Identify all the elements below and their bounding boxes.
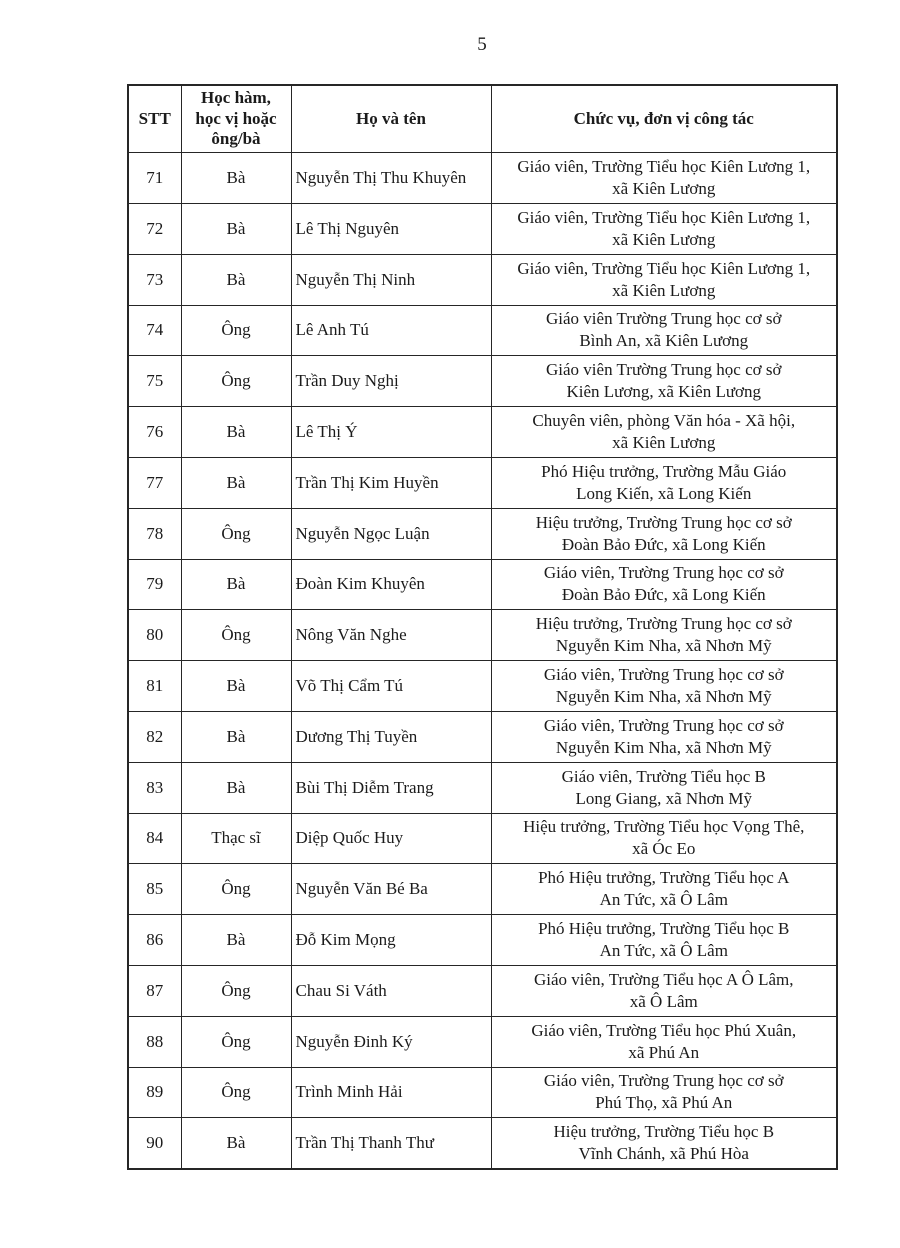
row-stt-cell: 84 (128, 813, 181, 864)
table-row (128, 915, 837, 966)
row-stt-cell: 76 (128, 407, 181, 458)
table-row (128, 965, 837, 1016)
row-stt-cell: 85 (128, 864, 181, 915)
row-title-cell: Bà (181, 407, 291, 458)
table-row (128, 559, 837, 610)
table-row (128, 407, 837, 458)
row-title-cell: Bà (181, 915, 291, 966)
row-stt-cell: 80 (128, 610, 181, 661)
row-position-cell: Giáo viên, Trường Trung học cơ sở Đoàn Bảo Đức, xã Long Kiến (491, 559, 837, 610)
row-title-cell: Ông (181, 356, 291, 407)
row-position-cell: Hiệu trưởng, Trường Tiểu học B Vĩnh Chánh, xã Phú Hòa (491, 1118, 837, 1169)
row-position-cell: Phó Hiệu trưởng, Trường Mẫu Giáo Long Kiến, xã Long Kiến (491, 457, 837, 508)
row-stt-cell: 87 (128, 965, 181, 1016)
row-position-cell: Hiệu trưởng, Trường Trung học cơ sở Nguyễn Kim Nha, xã Nhơn Mỹ (491, 610, 837, 661)
row-stt-cell: 71 (128, 153, 181, 204)
table-row (128, 610, 837, 661)
row-stt-cell: 75 (128, 356, 181, 407)
table-row (128, 711, 837, 762)
row-position-cell: Giáo viên, Trường Trung học cơ sở Nguyễn Kim Nha, xã Nhơn Mỹ (491, 711, 837, 762)
row-position-cell: Giáo viên, Trường Tiểu học A Ô Lâm, xã Ô Lâm (491, 965, 837, 1016)
row-stt-cell: 72 (128, 204, 181, 255)
row-name-cell: Trần Thị Thanh Thư (291, 1118, 491, 1169)
row-title-cell: Ông (181, 305, 291, 356)
row-position-cell: Giáo viên, Trường Tiểu học B Long Giang, xã Nhơn Mỹ (491, 762, 837, 813)
row-name-cell: Võ Thị Cẩm Tú (291, 661, 491, 712)
table-row (128, 204, 837, 255)
row-stt-cell: 86 (128, 915, 181, 966)
table-row (128, 153, 837, 204)
page-number: 5 (477, 34, 487, 55)
header-position: Chức vụ, đơn vị công tác (491, 85, 837, 153)
row-name-cell: Đoàn Kim Khuyên (291, 559, 491, 610)
row-name-cell: Nguyễn Ngọc Luận (291, 508, 491, 559)
row-stt-cell: 77 (128, 457, 181, 508)
row-name-cell: Lê Anh Tú (291, 305, 491, 356)
row-name-cell: Lê Thị Nguyên (291, 204, 491, 255)
table-row (128, 1016, 837, 1067)
table-row (128, 254, 837, 305)
row-name-cell: Trần Thị Kim Huyền (291, 457, 491, 508)
row-stt-cell: 79 (128, 559, 181, 610)
header-name: Họ và tên (291, 85, 491, 153)
row-title-cell: Ông (181, 1067, 291, 1118)
row-position-cell: Hiệu trưởng, Trường Tiểu học Vọng Thê, xã Óc Eo (491, 813, 837, 864)
row-stt-cell: 82 (128, 711, 181, 762)
row-position-cell: Chuyên viên, phòng Văn hóa - Xã hội, xã Kiên Lương (491, 407, 837, 458)
row-stt-cell: 78 (128, 508, 181, 559)
table-row (128, 305, 837, 356)
officials-table (127, 84, 838, 1170)
row-title-cell: Bà (181, 762, 291, 813)
row-name-cell: Nguyễn Thị Ninh (291, 254, 491, 305)
table-row (128, 762, 837, 813)
row-stt-cell: 89 (128, 1067, 181, 1118)
row-stt-cell: 88 (128, 1016, 181, 1067)
row-name-cell: Bùi Thị Diễm Trang (291, 762, 491, 813)
row-position-cell: Giáo viên, Trường Tiểu học Kiên Lương 1, xã Kiên Lương (491, 204, 837, 255)
row-name-cell: Trần Duy Nghị (291, 356, 491, 407)
row-name-cell: Lê Thị Ý (291, 407, 491, 458)
table-row (128, 864, 837, 915)
table-row (128, 1118, 837, 1169)
table-row (128, 457, 837, 508)
row-title-cell: Bà (181, 1118, 291, 1169)
row-name-cell: Dương Thị Tuyền (291, 711, 491, 762)
table-row (128, 813, 837, 864)
row-position-cell: Giáo viên Trường Trung học cơ sở Kiên Lương, xã Kiên Lương (491, 356, 837, 407)
row-position-cell: Giáo viên, Trường Tiểu học Kiên Lương 1, xã Kiên Lương (491, 153, 837, 204)
table-row (128, 356, 837, 407)
header-title: Học hàm, học vị hoặc ông/bà (181, 85, 291, 153)
row-name-cell: Đỗ Kim Mọng (291, 915, 491, 966)
row-title-cell: Bà (181, 457, 291, 508)
row-stt-cell: 83 (128, 762, 181, 813)
row-position-cell: Giáo viên, Trường Trung học cơ sở Phú Thọ, xã Phú An (491, 1067, 837, 1118)
row-position-cell: Giáo viên Trường Trung học cơ sở Bình An, xã Kiên Lương (491, 305, 837, 356)
table-row (128, 661, 837, 712)
row-title-cell: Bà (181, 711, 291, 762)
row-stt-cell: 74 (128, 305, 181, 356)
row-title-cell: Ông (181, 508, 291, 559)
table-row (128, 1067, 837, 1118)
row-title-cell: Bà (181, 661, 291, 712)
table-header (128, 85, 837, 153)
row-name-cell: Diệp Quốc Huy (291, 813, 491, 864)
header-row (128, 85, 837, 153)
row-title-cell: Ông (181, 610, 291, 661)
row-title-cell: Thạc sĩ (181, 813, 291, 864)
row-title-cell: Bà (181, 559, 291, 610)
row-name-cell: Trình Minh Hải (291, 1067, 491, 1118)
row-title-cell: Bà (181, 254, 291, 305)
row-stt-cell: 90 (128, 1118, 181, 1169)
row-stt-cell: 81 (128, 661, 181, 712)
row-position-cell: Phó Hiệu trưởng, Trường Tiểu học A An Tức, xã Ô Lâm (491, 864, 837, 915)
row-title-cell: Ông (181, 864, 291, 915)
row-name-cell: Nguyễn Văn Bé Ba (291, 864, 491, 915)
row-position-cell: Giáo viên, Trường Trung học cơ sở Nguyễn Kim Nha, xã Nhơn Mỹ (491, 661, 837, 712)
table-body (128, 153, 837, 1169)
row-name-cell: Nguyễn Đinh Ký (291, 1016, 491, 1067)
row-position-cell: Hiệu trưởng, Trường Trung học cơ sở Đoàn Bảo Đức, xã Long Kiến (491, 508, 837, 559)
row-position-cell: Giáo viên, Trường Tiểu học Kiên Lương 1, xã Kiên Lương (491, 254, 837, 305)
row-position-cell: Giáo viên, Trường Tiểu học Phú Xuân, xã Phú An (491, 1016, 837, 1067)
row-title-cell: Bà (181, 204, 291, 255)
row-name-cell: Chau Si Váth (291, 965, 491, 1016)
header-stt: STT (128, 85, 181, 153)
row-stt-cell: 73 (128, 254, 181, 305)
row-name-cell: Nông Văn Nghe (291, 610, 491, 661)
row-title-cell: Bà (181, 153, 291, 204)
table-row (128, 508, 837, 559)
row-title-cell: Ông (181, 1016, 291, 1067)
row-title-cell: Ông (181, 965, 291, 1016)
row-position-cell: Phó Hiệu trưởng, Trường Tiểu học B An Tức, xã Ô Lâm (491, 915, 837, 966)
row-name-cell: Nguyễn Thị Thu Khuyên (291, 153, 491, 204)
